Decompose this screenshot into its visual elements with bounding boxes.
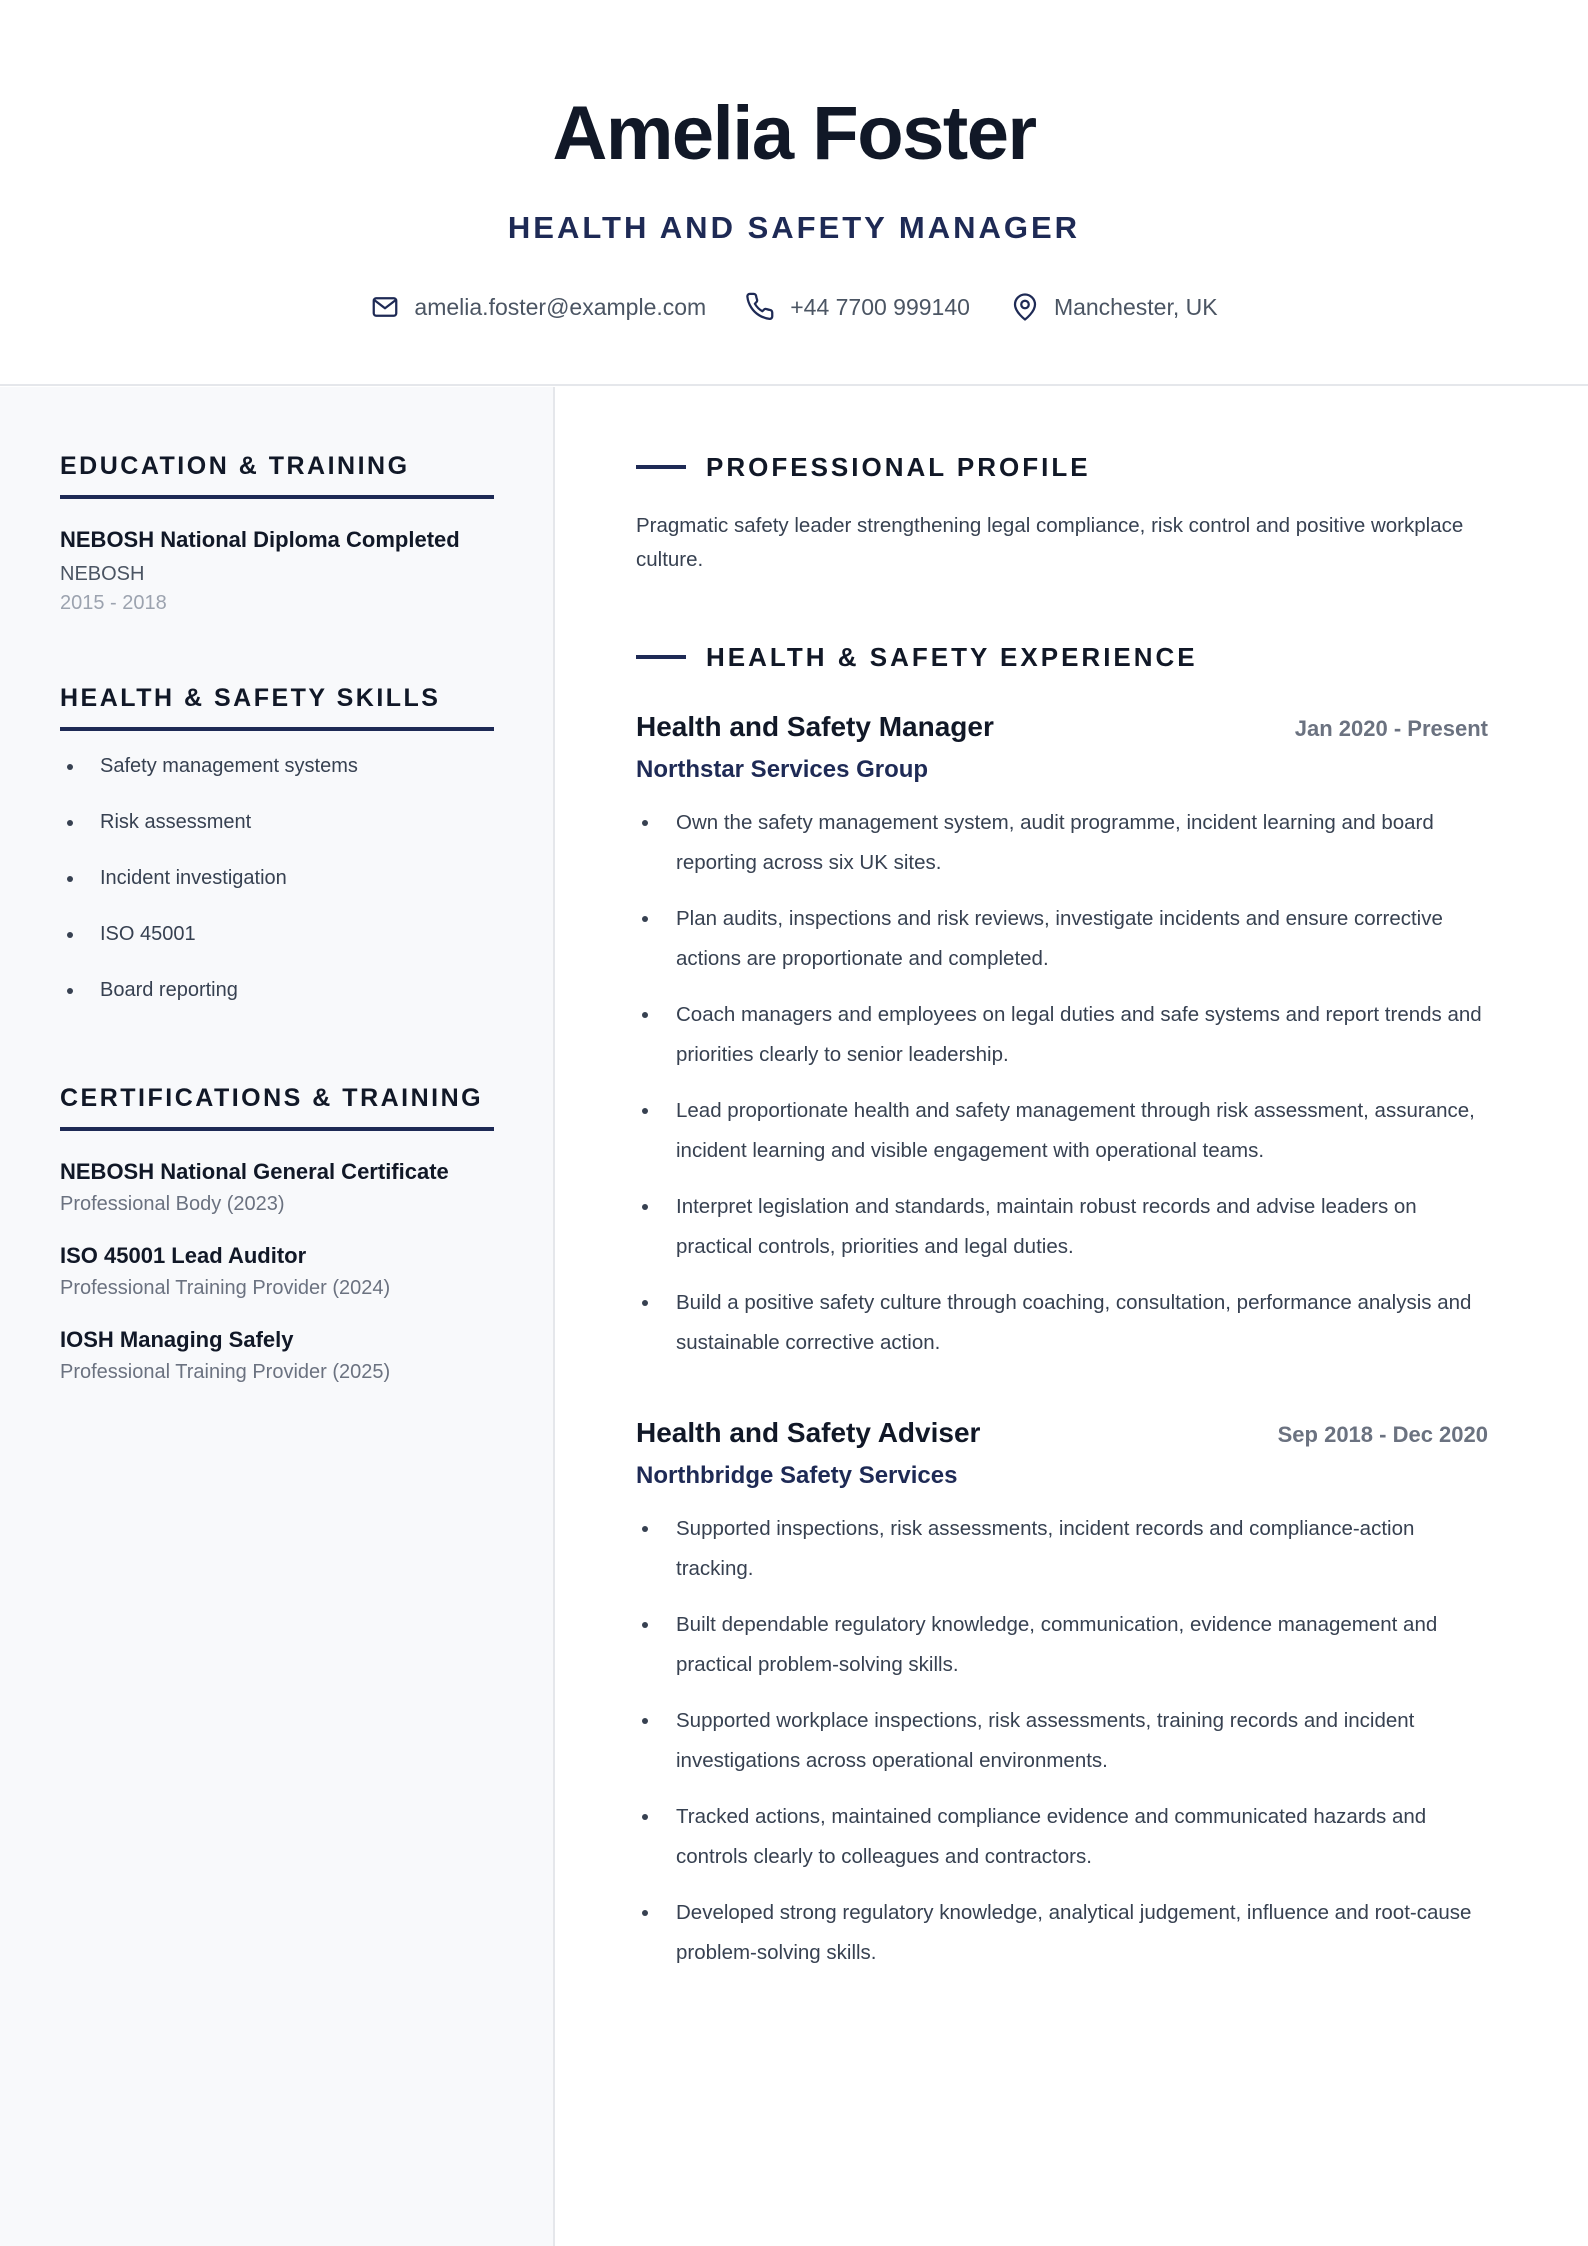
profile-text: Pragmatic safety leader strengthening legal compliance, risk control and positive workplace culture. — [636, 514, 1464, 571]
job-dates: Sep 2018 - Dec 2020 — [1277, 1422, 1488, 1447]
education-item — [60, 525, 494, 617]
candidate-name: Amelia Foster — [552, 91, 1036, 176]
job-bullet: Own the safety management system, audit programme, incident learning and board reporting across six UK sites. — [636, 803, 1488, 883]
profile-section — [636, 449, 1488, 577]
job-entry — [636, 1415, 1488, 1989]
experience-title: HEALTH & SAFETY EXPERIENCE — [706, 642, 1198, 672]
education-item-title: NEBOSH National Diploma Completed — [60, 527, 460, 552]
contact-email[interactable] — [370, 290, 706, 324]
contact-location-text: Manchester, UK — [1053, 294, 1218, 320]
skill-item: Board reporting — [60, 975, 494, 1005]
candidate-role: HEALTH AND SAFETY MANAGER — [507, 210, 1081, 245]
skill-item: Risk assessment — [60, 807, 494, 837]
experience-heading — [636, 639, 1488, 675]
education-item-dates: 2015 - 2018 — [60, 592, 167, 614]
job-header — [636, 1415, 1488, 1451]
contact-row — [0, 290, 1588, 324]
job-bullet: Lead proportionate health and safety management through risk assessment, assurance, incident learning and visible engagement with operational teams. — [636, 1091, 1488, 1171]
job-entry — [636, 709, 1488, 1379]
job-header — [636, 709, 1488, 745]
experience-section — [636, 639, 1488, 675]
certification-name: NEBOSH National General Certificate — [60, 1159, 449, 1184]
profile-heading — [636, 449, 1488, 485]
skills-section — [60, 681, 494, 1031]
skill-item: Safety management systems — [60, 751, 494, 781]
contact-phone-text: +44 7700 999140 — [790, 294, 970, 320]
certification-item — [60, 1325, 494, 1387]
job-bullet: Build a positive safety culture through coaching, consultation, performance analysis and sustainable corrective action. — [636, 1283, 1488, 1363]
certification-meta: Professional Body (2023) — [60, 1193, 285, 1215]
certification-item — [60, 1157, 494, 1219]
certifications-title: CERTIFICATIONS & TRAINING — [60, 1081, 494, 1131]
job-bullet: Interpret legislation and standards, maintain robust records and advise leaders on practical controls, priorities and legal duties. — [636, 1187, 1488, 1267]
mail-icon — [370, 292, 400, 322]
job-bullet: Coach managers and employees on legal duties and safe systems and report trends and priorities clearly to senior leadership. — [636, 995, 1488, 1075]
job-bullet: Supported inspections, risk assessments, incident records and compliance-action tracking. — [636, 1509, 1488, 1589]
resume-header — [0, 0, 1588, 386]
job-bullet: Tracked actions, maintained compliance evidence and communicated hazards and controls clearly to colleagues and contractors. — [636, 1797, 1488, 1877]
certification-meta: Professional Training Provider (2024) — [60, 1277, 391, 1299]
job-bullet: Plan audits, inspections and risk reviews, investigate incidents and ensure corrective actions are proportionate and completed. — [636, 899, 1488, 979]
certification-name: ISO 45001 Lead Auditor — [60, 1243, 307, 1268]
certification-item — [60, 1241, 494, 1303]
job-company: Northstar Services Group — [636, 756, 929, 783]
contact-email-text: amelia.foster@example.com — [414, 294, 707, 320]
heading-rule — [636, 655, 686, 659]
certification-meta: Professional Training Provider (2025) — [60, 1361, 391, 1383]
job-bullet: Developed strong regulatory knowledge, analytical judgement, influence and root-cause problem-solving skills. — [636, 1893, 1488, 1973]
heading-rule — [636, 465, 686, 469]
education-section — [60, 449, 494, 617]
job-bullet: Supported workplace inspections, risk assessments, training records and incident investigations across operational environments. — [636, 1701, 1488, 1781]
main-content — [556, 387, 1588, 2246]
map-pin-icon — [1010, 292, 1040, 322]
skill-item: ISO 45001 — [60, 919, 494, 949]
job-bullets — [636, 1509, 1488, 1973]
certification-name: IOSH Managing Safely — [60, 1327, 294, 1352]
education-item-org: NEBOSH — [60, 563, 145, 585]
job-title: Health and Safety Manager — [636, 711, 994, 742]
contact-location — [1010, 290, 1218, 324]
certifications-section — [60, 1081, 494, 1387]
job-dates: Jan 2020 - Present — [1294, 716, 1488, 741]
skills-list — [60, 751, 494, 1005]
sidebar — [0, 387, 555, 2246]
phone-icon — [746, 292, 776, 322]
contact-phone[interactable] — [746, 290, 970, 324]
skills-title: HEALTH & SAFETY SKILLS — [60, 681, 494, 731]
job-bullets — [636, 803, 1488, 1363]
job-company: Northbridge Safety Services — [636, 1462, 958, 1489]
skill-item: Incident investigation — [60, 863, 494, 893]
education-title: EDUCATION & TRAINING — [60, 449, 494, 499]
job-title: Health and Safety Adviser — [636, 1417, 981, 1448]
job-bullet: Built dependable regulatory knowledge, communication, evidence management and practical problem-solving skills. — [636, 1605, 1488, 1685]
profile-title: PROFESSIONAL PROFILE — [706, 452, 1091, 482]
